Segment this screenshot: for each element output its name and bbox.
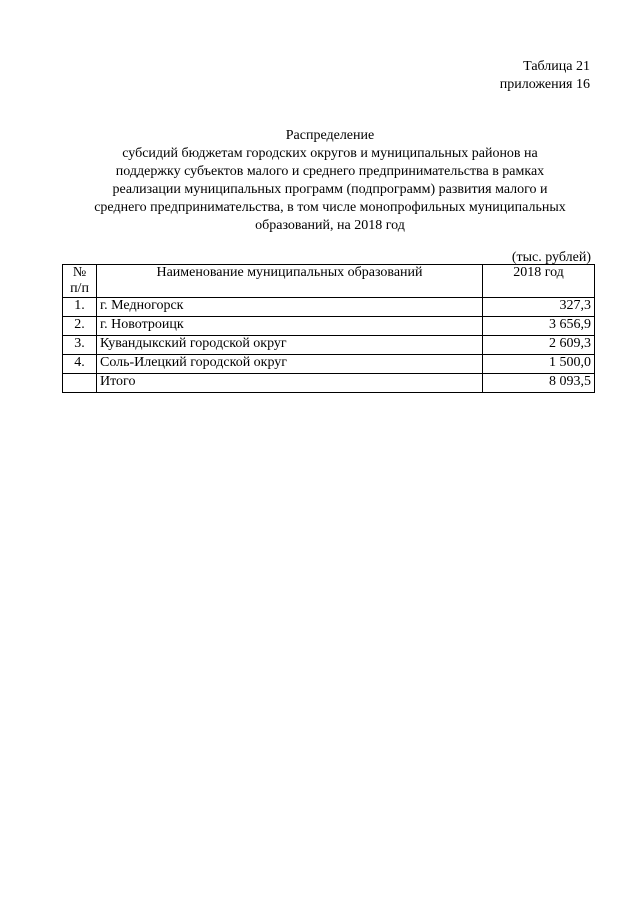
total-row bbox=[63, 374, 595, 393]
table-row bbox=[63, 336, 595, 355]
row-value: 327,3 bbox=[483, 298, 595, 317]
row-value: 2 609,3 bbox=[483, 336, 595, 355]
row-number: 3. bbox=[63, 336, 97, 355]
document-title bbox=[60, 127, 600, 235]
units-label: (тыс. рублей) bbox=[511, 250, 591, 265]
title-line: образований, на 2018 год bbox=[255, 218, 405, 233]
row-number: 4. bbox=[63, 355, 97, 374]
appendix-reference: приложения 16 bbox=[499, 77, 590, 92]
row-number: 2. bbox=[63, 317, 97, 336]
title-line: субсидий бюджетам городских округов и муниципальных районов на bbox=[122, 146, 538, 161]
header-name: Наименование муниципальных образований bbox=[97, 265, 483, 298]
header-number-abbrev: п/п bbox=[70, 281, 89, 296]
table-reference: Таблица 21 bbox=[523, 59, 590, 74]
total-label: Итого bbox=[97, 374, 483, 393]
title-line: поддержку субъектов малого и среднего предпринимательства в рамках bbox=[115, 164, 545, 179]
title-line: среднего предпринимательства, в том числе монопрофильных муниципальных bbox=[94, 200, 566, 215]
row-name: Кувандыкский городской округ bbox=[97, 336, 483, 355]
header-year: 2018 год bbox=[483, 265, 595, 298]
header-number bbox=[63, 265, 97, 298]
row-value: 1 500,0 bbox=[483, 355, 595, 374]
table-row bbox=[63, 355, 595, 374]
title-line: Распределение bbox=[285, 128, 375, 143]
row-name: Соль-Илецкий городской округ bbox=[97, 355, 483, 374]
document-reference bbox=[500, 58, 590, 94]
distribution-table bbox=[62, 264, 595, 393]
row-name: г. Новотроицк bbox=[97, 317, 483, 336]
title-line: реализации муниципальных программ (подпрограмм) развития малого и bbox=[112, 182, 548, 197]
row-number: 1. bbox=[63, 298, 97, 317]
table-row bbox=[63, 298, 595, 317]
total-number-cell bbox=[63, 374, 97, 393]
row-name: г. Медногорск bbox=[97, 298, 483, 317]
header-number-symbol: № bbox=[72, 265, 87, 280]
total-value: 8 093,5 bbox=[483, 374, 595, 393]
row-value: 3 656,9 bbox=[483, 317, 595, 336]
table-header-row bbox=[63, 265, 595, 298]
table-row bbox=[63, 317, 595, 336]
